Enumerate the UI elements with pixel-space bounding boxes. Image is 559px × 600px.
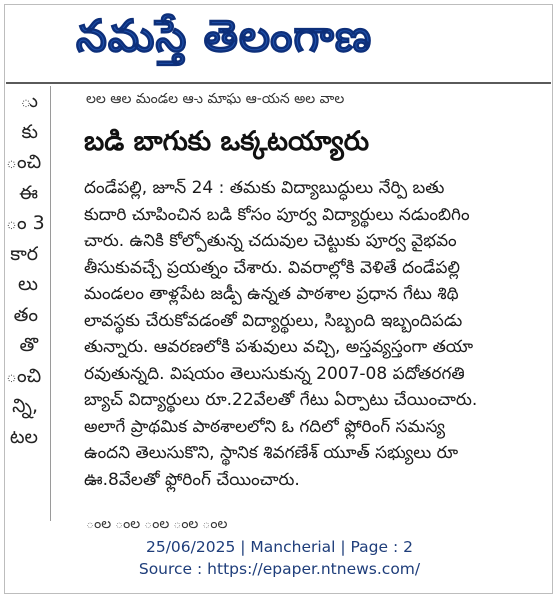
article-line: తున్నారు. ఆవరణలోకి పశువులు వచ్చి, అస్తవ్యస్తంగా తయా (84, 337, 474, 357)
newspaper-masthead: నమస్తే తెలంగాణ (76, 11, 373, 62)
clipping-source-url[interactable]: Source : https://epaper.ntnews.com/ (138, 560, 421, 578)
article-line: బ్యాచ్ విద్యార్థులు రూ.22వేలతో గేటు ఏర్పాటు చేయించారు. (84, 390, 478, 410)
adjacent-column-line: తొ (19, 334, 38, 356)
adjacent-column-line: టల (9, 425, 38, 448)
article-line: చారు. ఉనికి కోల్పోతున్న చదువుల చెట్టుకు పూర్వ వైభవం (84, 231, 457, 251)
masthead-divider (6, 82, 551, 84)
article-line: రవుతున్నది. విషయం తెలుసుకున్న 2007-08 పదోతరగతి (84, 363, 465, 384)
column-divider (50, 86, 51, 521)
adjacent-column-line: న్ని, (12, 395, 38, 417)
cut-off-text-bottom: ంల ంల ంల ంల ంల (86, 516, 228, 532)
adjacent-column-line: లు (17, 273, 38, 295)
article-body (84, 175, 478, 493)
adjacent-column-line: ం 3 (6, 212, 45, 234)
adjacent-column-line: కార (10, 242, 38, 265)
adjacent-column-line: ఈ (19, 181, 38, 204)
article-line: అలాగే ప్రాథమిక పాఠశాలలోని ఓ గదిలో ఫ్లోరింగ్ సమస్య (84, 416, 445, 437)
adjacent-column-line: కు (21, 120, 38, 143)
adjacent-column-line: ంచి (6, 151, 42, 173)
cut-off-text-top: లల ఆల మండల ఆ-ు మాఘ ఆ-యన అల వాల (86, 91, 345, 107)
article-line: కుదారి చూపించిన బడి కోసం పూర్వ విద్యార్థులు నడుంబిగిం (84, 204, 470, 225)
adjacent-column-line: ు (20, 90, 38, 112)
adjacent-column-fragment (6, 86, 45, 526)
adjacent-column-line: తం (13, 303, 38, 326)
adjacent-column-line: ంచి (6, 364, 42, 387)
article-line: లావస్థకు చేరుకోవడంతో విద్యార్థులు, సిబ్బంది ఇబ్బందిపడు (84, 310, 463, 331)
clipping-date-edition: 25/06/2025 | Mancherial | Page : 2 (145, 538, 413, 556)
article-line: మండలం తాళ్లపేట జడ్పీ ఉన్నత పాఠశాల ప్రధాన గేటు శిథి (84, 284, 459, 304)
article-line: ఉందని తెలుసుకొని, స్థానిక శివగణేశ్ యూత్ సభ్యులు రూ (84, 443, 459, 463)
article-line: దండేపల్లి, జూన్ 24 : తమకు విద్యాబుద్ధులు నేర్పి బతు (84, 178, 445, 198)
article-line: ఊ.8వేలతో ఫ్లోరింగ్ చేయించారు. (84, 469, 300, 490)
article-line: తీసుకువచ్చే ప్రయత్నం చేశారు. వివరాల్లోకి వెళితే దండేపల్లి (84, 257, 460, 278)
article-headline: బడి బాగుకు ఒక్కటయ్యారు (84, 126, 370, 157)
